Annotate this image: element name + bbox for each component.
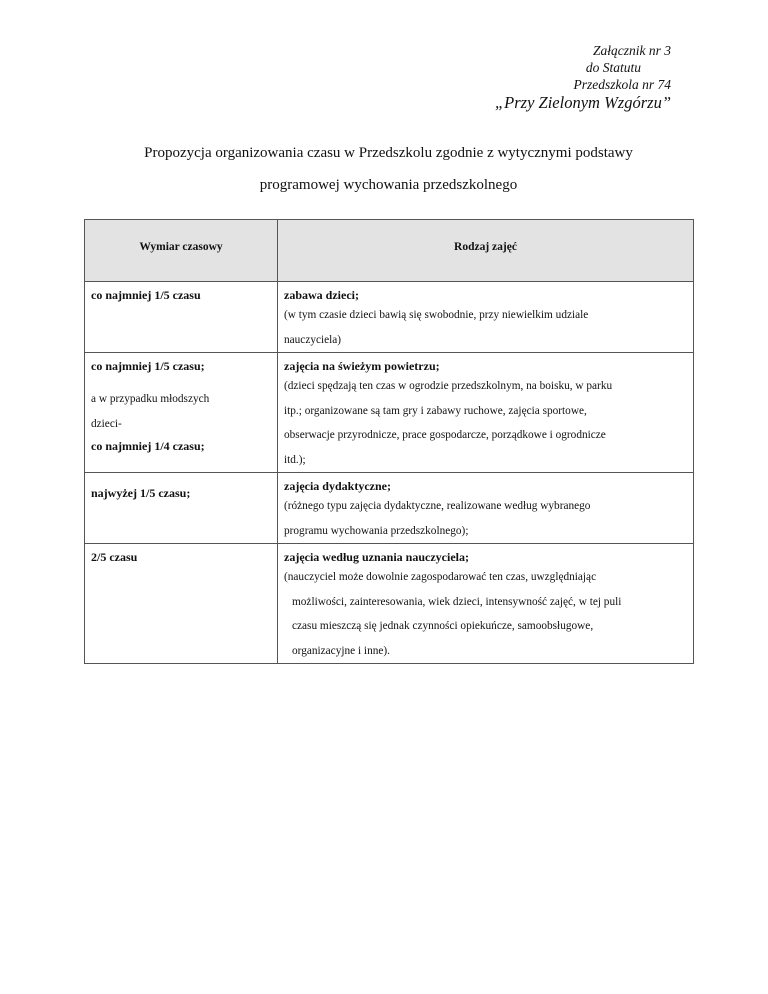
description-line: itp.; organizowane są tam gry i zabawy ruchowe, zajęcia sportowe, bbox=[284, 404, 587, 417]
document-title bbox=[84, 137, 693, 201]
time-cell bbox=[85, 473, 278, 544]
description-line: możliwości, zainteresowania, wiek dzieci, intensywność zajęć, w tej puli bbox=[292, 595, 622, 608]
table-row bbox=[85, 282, 694, 353]
time-value: najwyżej 1/5 czasu; bbox=[91, 486, 191, 500]
activity-cell bbox=[278, 473, 694, 544]
annex-kindergarten-name: „Przy Zielonym Wzgórzu” bbox=[494, 93, 671, 112]
description-line: programu wychowania przedszkolnego); bbox=[284, 524, 469, 537]
title-line-2: programowej wychowania przedszkolnego bbox=[259, 177, 518, 193]
activity-cell bbox=[278, 282, 694, 353]
description-line: (różnego typu zajęcia dydaktyczne, realizowane według wybranego bbox=[284, 500, 591, 512]
activity-name: zajęcia dydaktyczne; bbox=[284, 479, 391, 493]
time-value: 2/5 czasu bbox=[91, 550, 138, 564]
activity-name: zajęcia na świeżym powietrzu; bbox=[284, 359, 440, 373]
annex-kindergarten: Przedszkola nr 74 bbox=[573, 77, 671, 92]
time-value: co najmniej 1/5 czasu; bbox=[91, 359, 205, 373]
description-line: (w tym czasie dzieci bawią się swobodnie, przy niewielkim udziale bbox=[284, 309, 589, 321]
time-value: co najmniej 1/5 czasu bbox=[91, 288, 201, 302]
activity-name: zajęcia według uznania nauczyciela; bbox=[284, 550, 469, 564]
description-line: czasu mieszczą się jednak czynności opiekuńcze, samoobsługowe, bbox=[292, 620, 594, 632]
table-header-row bbox=[85, 220, 694, 282]
time-cell bbox=[85, 353, 278, 473]
table-row bbox=[85, 544, 694, 664]
time-note: a w przypadku młodszych bbox=[91, 393, 210, 405]
annex-header bbox=[495, 42, 671, 113]
schedule-table bbox=[84, 219, 694, 664]
description-line: organizacyjne i inne). bbox=[292, 644, 390, 657]
activity-description bbox=[284, 374, 683, 472]
time-note: dzieci- bbox=[91, 417, 122, 430]
activity-name: zabawa dzieci; bbox=[284, 288, 359, 302]
time-alt-value: co najmniej 1/4 czasu; bbox=[91, 439, 205, 453]
description-line: nauczyciela) bbox=[284, 333, 342, 346]
time-cell bbox=[85, 544, 278, 664]
activity-cell bbox=[278, 544, 694, 664]
activity-cell bbox=[278, 353, 694, 473]
activity-description bbox=[284, 565, 683, 663]
table-row bbox=[85, 353, 694, 473]
activity-description bbox=[284, 303, 683, 352]
description-line: obserwacje przyrodnicze, prace gospodarcze, porządkowe i ogrodnicze bbox=[284, 429, 606, 441]
title-line-1: Propozycja organizowania czasu w Przedszkolu zgodnie z wytycznymi podstawy bbox=[144, 145, 633, 161]
description-line: (nauczyciel może dowolnie zagospodarować ten czas, uwzględniając bbox=[284, 571, 597, 583]
description-line: itd.); bbox=[284, 453, 306, 466]
activity-description bbox=[284, 494, 683, 543]
table-row bbox=[85, 473, 694, 544]
annex-number: Załącznik nr 3 bbox=[592, 43, 671, 58]
annex-statute: do Statutu bbox=[585, 60, 641, 75]
time-cell bbox=[85, 282, 278, 353]
header-activity: Rodzaj zajęć bbox=[278, 220, 694, 282]
description-line: (dzieci spędzają ten czas w ogrodzie przedszkolnym, na boisku, w parku bbox=[284, 380, 613, 392]
header-time: Wymiar czasowy bbox=[85, 220, 278, 282]
